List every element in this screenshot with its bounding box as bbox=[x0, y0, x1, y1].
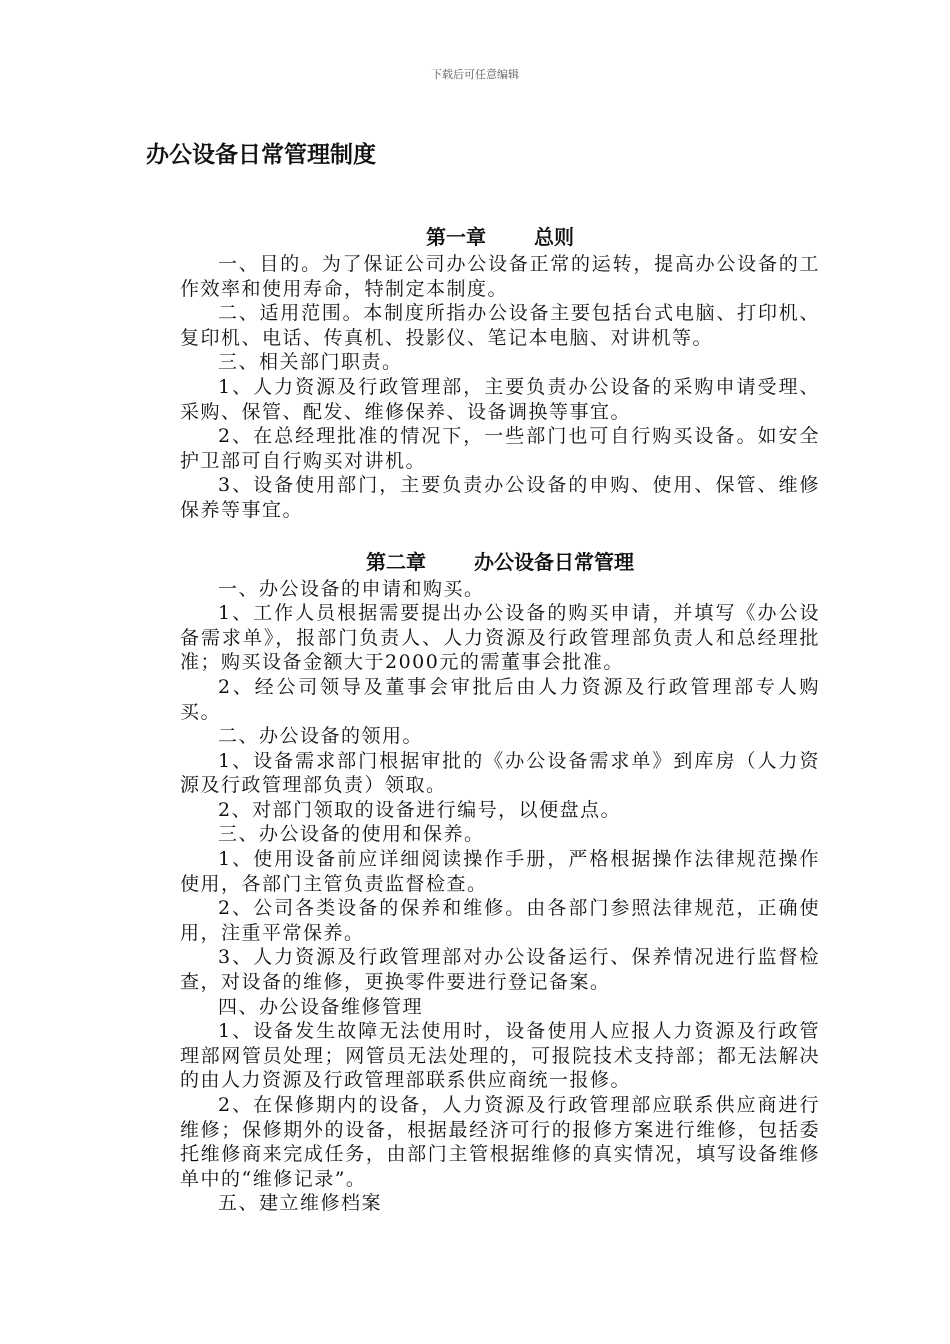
paragraph: 1、设备发生故障无法使用时，设备使用人应报人力资源及行政管理部网管员处理；网管员无法处理的，可报院技术支持部；都无法解决的由人力资源及行政管理部联系供应商统一报修。 bbox=[180, 1020, 820, 1092]
paragraph: 一、办公设备的申请和购买。 bbox=[218, 577, 485, 600]
paragraph: 三、相关部门职责。 bbox=[218, 351, 403, 374]
paragraph: 3、人力资源及行政管理部对办公设备运行、保养情况进行监督检查，对设备的维修，更换零件要进行登记备案。 bbox=[180, 946, 820, 994]
paragraph: 1、使用设备前应详细阅读操作手册，严格根据操作法律规范操作使用，各部门主管负责监督检查。 bbox=[180, 848, 820, 895]
chapter-1-name: 总则 bbox=[534, 225, 574, 249]
paragraph: 一、目的。为了保证公司办公设备正常的运转，提高办公设备的工作效率和使用寿命，特制定本制度。 bbox=[180, 253, 820, 300]
paragraph: 三、办公设备的使用和保养。 bbox=[218, 823, 485, 846]
paragraph: 四、办公设备维修管理 bbox=[218, 995, 424, 1018]
document-body bbox=[180, 222, 820, 1216]
paragraph: 3、设备使用部门，主要负责办公设备的申购、使用、保管、维修保养等事宜。 bbox=[180, 474, 820, 521]
paragraph: 1、工作人员根据需要提出办公设备的购买申请，并填写《办公设备需求单》，报部门负责人、人力资源及行政管理部负责人和总经理批准；购买设备金额大于2000元的需董事会批准。 bbox=[180, 602, 820, 674]
chapter-1-number: 第一章 bbox=[426, 225, 486, 249]
paragraph: 1、设备需求部门根据审批的《办公设备需求单》到库房（人力资源及行政管理部负责）领取。 bbox=[180, 749, 820, 797]
paragraph: 2、公司各类设备的保养和维修。由各部门参照法律规范，正确使用，注重平常保养。 bbox=[180, 897, 820, 944]
chapter-1-heading bbox=[180, 222, 820, 252]
document-title: 办公设备日常管理制度 bbox=[146, 142, 376, 168]
paragraph: 二、办公设备的领用。 bbox=[218, 725, 424, 748]
chapter-2-number: 第二章 bbox=[366, 549, 426, 574]
header-note: 下载后可任意编辑 bbox=[431, 68, 519, 81]
paragraph: 2、对部门领取的设备进行编号，以便盘点。 bbox=[218, 798, 622, 821]
paragraph: 2、在保修期内的设备，人力资源及行政管理部应联系供应商进行维修；保修期外的设备，根据最经济可行的报修方案进行维修，包括委托维修商来完成任务，由部门主管根据维修的真实情况，填写设备维修单中的“维修记录”。 bbox=[180, 1094, 820, 1190]
chapter-2-name: 办公设备日常管理 bbox=[474, 549, 634, 574]
paragraph: 2、在总经理批准的情况下，一些部门也可自行购买设备。如安全护卫部可自行购买对讲机。 bbox=[180, 425, 820, 472]
paragraph: 1、人力资源及行政管理部，主要负责办公设备的采购申请受理、采购、保管、配发、维修保养、设备调换等事宜。 bbox=[180, 375, 820, 423]
paragraph: 二、适用范围。本制度所指办公设备主要包括台式电脑、打印机、复印机、电话、传真机、投影仪、笔记本电脑、对讲机等。 bbox=[180, 302, 820, 349]
chapter-2-heading bbox=[180, 547, 820, 577]
paragraph: 2、经公司领导及董事会审批后由人力资源及行政管理部专人购买。 bbox=[180, 675, 820, 723]
paragraph: 五、建立维修档案 bbox=[218, 1192, 383, 1215]
